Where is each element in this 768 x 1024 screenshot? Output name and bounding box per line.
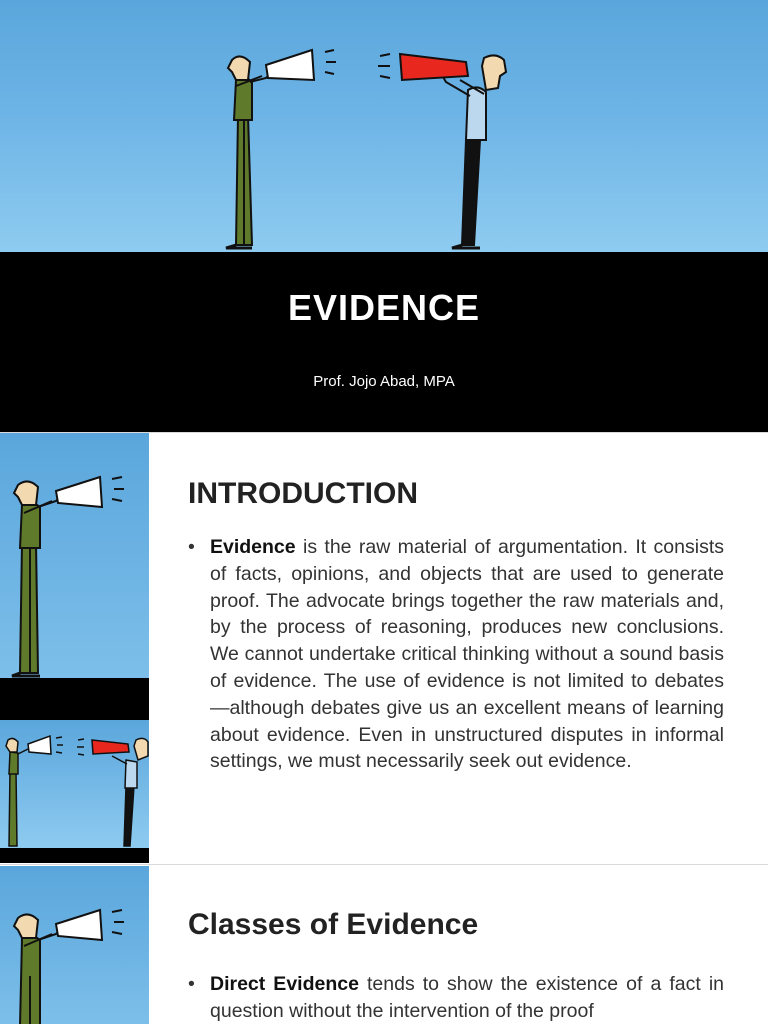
bullet-term: Evidence — [210, 536, 296, 558]
right-mini-figure-icon — [77, 738, 148, 846]
megaphone-illustration — [0, 0, 768, 252]
ground-band-bottom — [0, 848, 149, 863]
presentation-title: EVIDENCE — [287, 287, 481, 328]
slide-divider — [0, 864, 768, 865]
slide-introduction — [0, 433, 768, 863]
ground-band — [0, 678, 149, 720]
slide-classes-of-evidence — [0, 866, 768, 1024]
bullet-text — [210, 534, 724, 775]
presenter-name: Prof. Jojo Abad, MPA — [313, 373, 455, 390]
section-title-introduction: INTRODUCTION — [188, 477, 418, 510]
title-band — [0, 252, 768, 432]
bullet-term: Direct Evidence — [210, 973, 359, 995]
side-illustration-top — [0, 433, 149, 678]
bullet-body: is the raw material of argumentation. It consists of facts, opinions, and objects that are used to generate proof. The advocate brings together the raw materials and, by the process of reasoning, produces new conclusions. We cannot undertake critical thinking without a sound basis of evidence. The use of evidence is not limited to debates—although debates give us an excellent means of learning about evidence. Even in unstructured disputes in informal settings, we must necessarily seek out evidence. — [210, 536, 724, 773]
megaphone-man-icon — [12, 477, 124, 676]
section-title-classes: Classes of Evidence — [188, 908, 479, 941]
side-illustration — [0, 866, 149, 1024]
bullet-direct-evidence — [188, 971, 724, 1024]
right-figure-icon — [378, 54, 506, 248]
side-illustration-bottom — [0, 720, 149, 848]
left-figure-icon — [226, 50, 336, 248]
slide-title-page — [0, 0, 768, 432]
bullet-evidence-definition — [188, 534, 724, 834]
bullet-marker: • — [188, 536, 195, 558]
megaphone-man-icon — [14, 910, 124, 1024]
bullet-text — [210, 971, 724, 1024]
bullet-marker: • — [188, 973, 195, 995]
bullet-body: tends to show the existence of a fact in question without the intervention of the proof — [210, 973, 724, 1022]
left-mini-figure-icon — [6, 736, 63, 846]
